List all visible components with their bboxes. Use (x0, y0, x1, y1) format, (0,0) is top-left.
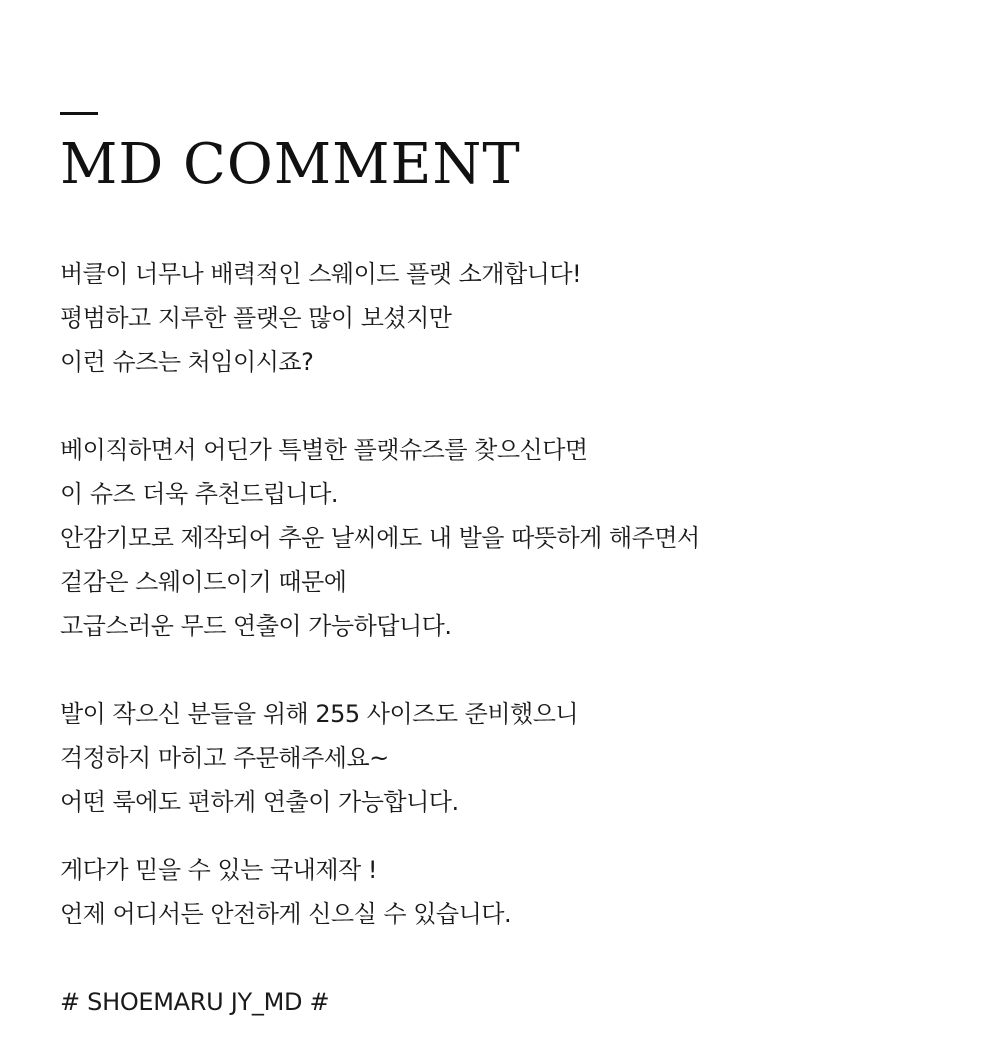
text-line: 게다가 믿을 수 있는 국내제작 ! (60, 856, 377, 884)
text-line: 겉감은 스웨이드이기 때문에 (60, 568, 347, 596)
text-line: 발이 작으신 분들을 위해 255 사이즈도 준비했으니 (60, 700, 579, 728)
text-line: 버클이 너무나 배력적인 스웨이드 플랫 소개합니다! (60, 260, 582, 288)
paragraph-features (60, 428, 940, 648)
text-line: 고급스러운 무드 연출이 가능하답니다. (60, 612, 452, 640)
title-accent-bar (60, 112, 98, 115)
text-line: 베이직하면서 어딘가 특별한 플랫슈즈를 찾으신다면 (60, 436, 588, 464)
paragraph-intro (60, 252, 940, 384)
text-line: 언제 어디서든 안전하게 신으실 수 있습니다. (60, 900, 512, 928)
paragraph-spacer (60, 384, 940, 428)
md-signature: # SHOEMARU JY_MD # (60, 988, 330, 1016)
text-line: 이 슈즈 더욱 추천드립니다. (60, 480, 339, 508)
text-line: 평범하고 지루한 플랫은 많이 보셨지만 (60, 304, 452, 332)
text-line: 걱정하지 마히고 주문해주세요~ (60, 744, 389, 772)
paragraph-sizing (60, 692, 940, 824)
paragraph-origin (60, 848, 940, 936)
paragraph-spacer (60, 824, 940, 848)
section-title: MD COMMENT (60, 132, 521, 197)
paragraph-spacer (60, 648, 940, 692)
text-line: 이런 슈즈는 처임이시죠? (60, 348, 314, 376)
text-line: 어떤 룩에도 편하게 연출이 가능합니다. (60, 788, 459, 816)
text-line: 안감기모로 제작되어 추운 날씨에도 내 발을 따뜻하게 해주면서 (60, 524, 700, 552)
md-comment-body (60, 252, 940, 1024)
